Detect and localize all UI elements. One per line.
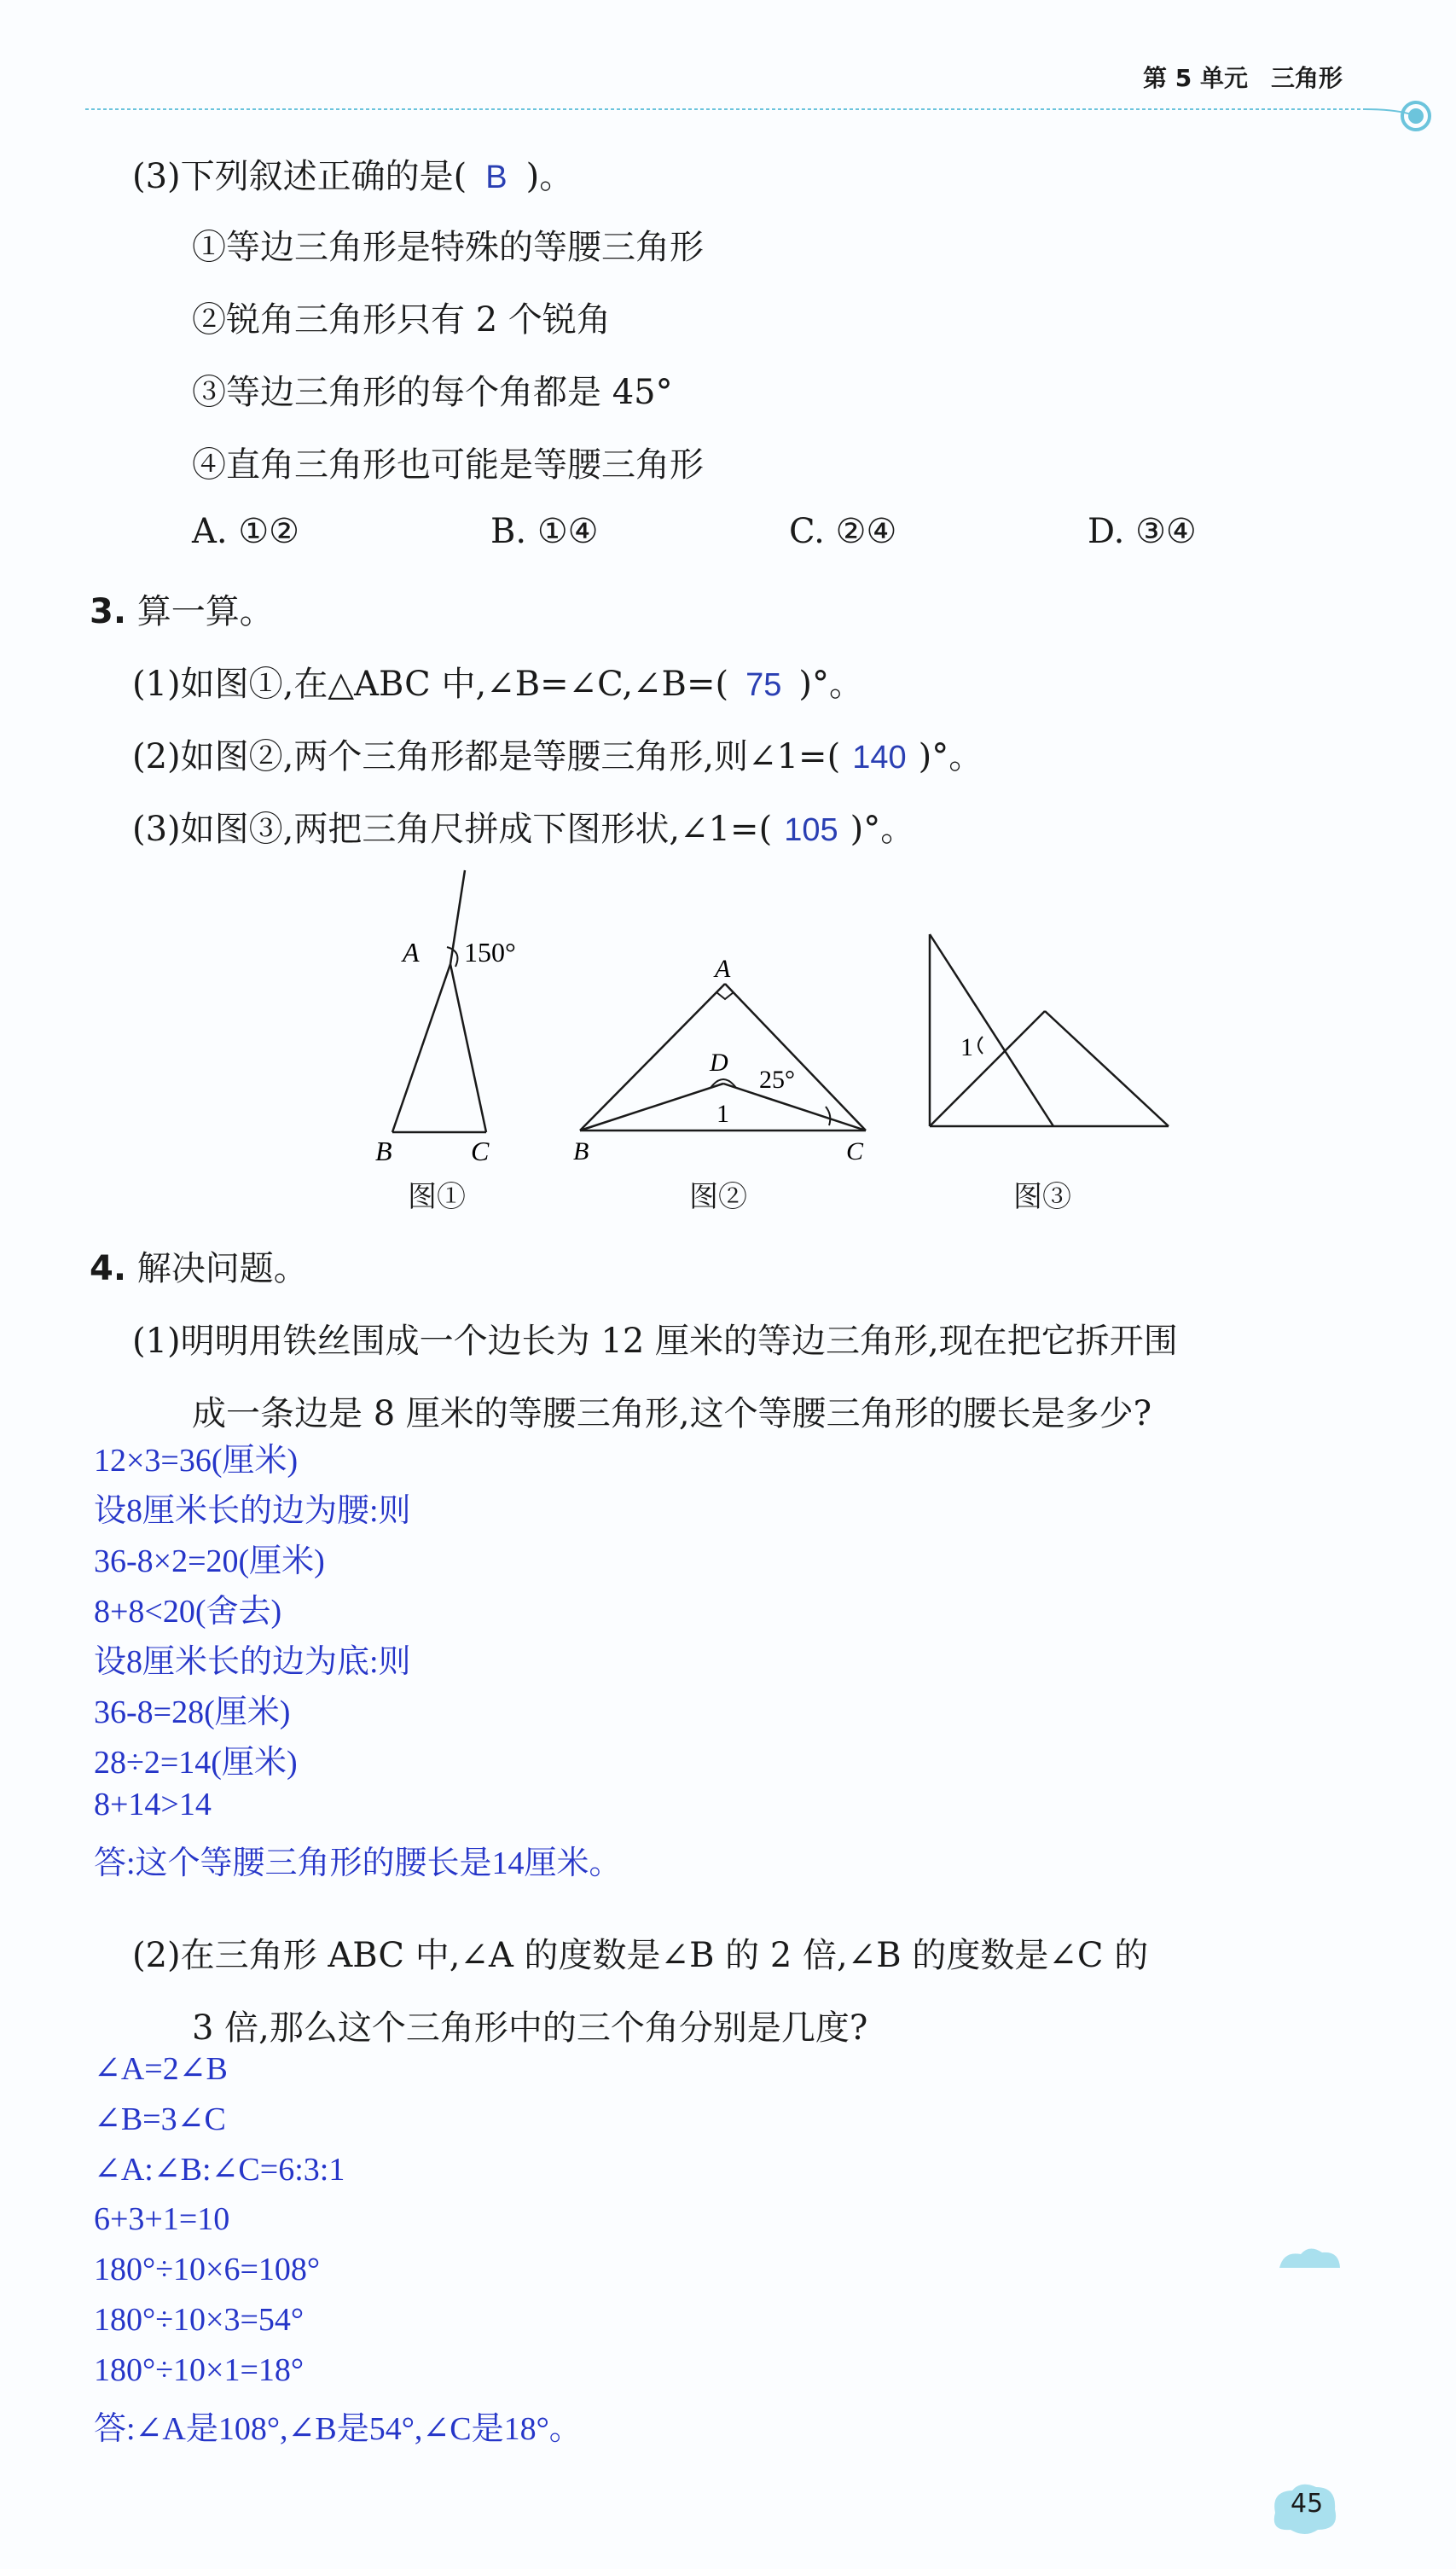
statement-1: ①等边三角形是特殊的等腰三角形 (192, 228, 704, 267)
fig2-caption: 图② (689, 1180, 747, 1214)
q3-title: 3. 算一算。 (90, 592, 274, 631)
fig1-label-a: A (403, 937, 420, 968)
option-d: D. ③④ (1088, 512, 1197, 551)
fig1-caption: 图① (408, 1180, 466, 1214)
fig3-caption: 图③ (1013, 1180, 1071, 1214)
figure-1 (358, 866, 580, 1173)
sol2-line: ∠A=2∠B (94, 2051, 228, 2087)
fig2-label-d: D (710, 1049, 728, 1077)
sol2-line: ∠A:∠B:∠C=6:3:1 (94, 2152, 345, 2188)
sol2-line: 180°÷10×1=18° (94, 2352, 305, 2388)
sol2-answer: 答:∠A是108°,∠B是54°,∠C是18°。 (94, 2411, 582, 2447)
sol1-answer: 答:这个等腰三角形的腰长是14厘米。 (94, 1845, 622, 1881)
statement-3: ③等边三角形的每个角都是 45° (192, 373, 673, 412)
q2-3-answer: B (485, 160, 508, 195)
sol1-line: 36-8=28(厘米) (94, 1694, 291, 1730)
q4-p2-line1: (2)在三角形 ABC 中,∠A 的度数是∠B 的 2 倍,∠B 的度数是∠C 的 (132, 1936, 1149, 1975)
option-a: A. ①② (192, 512, 300, 551)
q3-item-1: (1)如图①,在△ABC 中,∠B=∠C,∠B=( 75 )°。 (132, 665, 863, 704)
fig1-label-c: C (471, 1136, 490, 1166)
sol1-line: 设8厘米长的边为腰:则 (94, 1493, 411, 1529)
fig2-label-a: A (715, 955, 731, 983)
statement-2: ②锐角三角形只有 2 个锐角 (192, 300, 611, 340)
option-c: C. ②④ (789, 512, 897, 551)
q3-item-3: (3)如图③,两把三角尺拼成下图形状,∠1=( 105 )°。 (132, 810, 915, 849)
option-b: B. ①④ (490, 512, 599, 551)
sol1-line: 36-8×2=20(厘米) (94, 1543, 325, 1579)
figure-2 (563, 943, 904, 1173)
q3-item-2: (2)如图②,两个三角形都是等腰三角形,则∠1=( 140 )°。 (132, 737, 983, 776)
fig1-label-b: B (375, 1136, 392, 1166)
q4-p1-line2: 成一条边是 8 厘米的等腰三角形,这个等腰三角形的腰长是多少? (192, 1394, 1152, 1433)
fig3-label-1: 1 (960, 1033, 973, 1061)
page-number: 45 (1291, 2489, 1324, 2519)
fig2-label-c: C (846, 1137, 864, 1165)
sol1-line: 28÷2=14(厘米) (94, 1745, 298, 1781)
q3-item-1-answer: 75 (745, 667, 782, 703)
q4-title: 4. 解决问题。 (90, 1249, 308, 1288)
fig1-angle: 150° (464, 937, 516, 968)
sol2-line: 180°÷10×3=54° (94, 2302, 305, 2338)
chapter-label: 第 5 单元 (1143, 64, 1248, 92)
sol1-line: 设8厘米长的边为底:则 (94, 1644, 411, 1680)
sol2-line: 180°÷10×6=108° (94, 2252, 321, 2287)
header-rule (85, 94, 1450, 145)
sol2-line: 6+3+1=10 (94, 2201, 230, 2237)
fig2-angle: 25° (759, 1066, 795, 1094)
figure-3 (921, 926, 1194, 1148)
fig2-label-1: 1 (716, 1100, 729, 1128)
q2-3-stem: (3)下列叙述正确的是( B )。 (132, 157, 574, 196)
q3-item-2-answer: 140 (852, 740, 907, 776)
q4-p2-line2: 3 倍,那么这个三角形中的三个角分别是几度? (192, 2008, 868, 2048)
q3-item-3-answer: 105 (784, 812, 838, 848)
sol1-line: 8+8<20(舍去) (94, 1594, 282, 1630)
fig2-label-b: B (573, 1137, 589, 1165)
cloud-icon (1275, 2244, 1343, 2270)
sol1-line: 8+14>14 (94, 1787, 212, 1822)
topic-label: 三角形 (1271, 64, 1343, 92)
statement-4: ④直角三角形也可能是等腰三角形 (192, 445, 704, 485)
sol1-line: 12×3=36(厘米) (94, 1443, 299, 1479)
q4-p1-line1: (1)明明用铁丝围成一个边长为 12 厘米的等边三角形,现在把它拆开围 (132, 1322, 1178, 1361)
sol2-line: ∠B=3∠C (94, 2101, 226, 2137)
